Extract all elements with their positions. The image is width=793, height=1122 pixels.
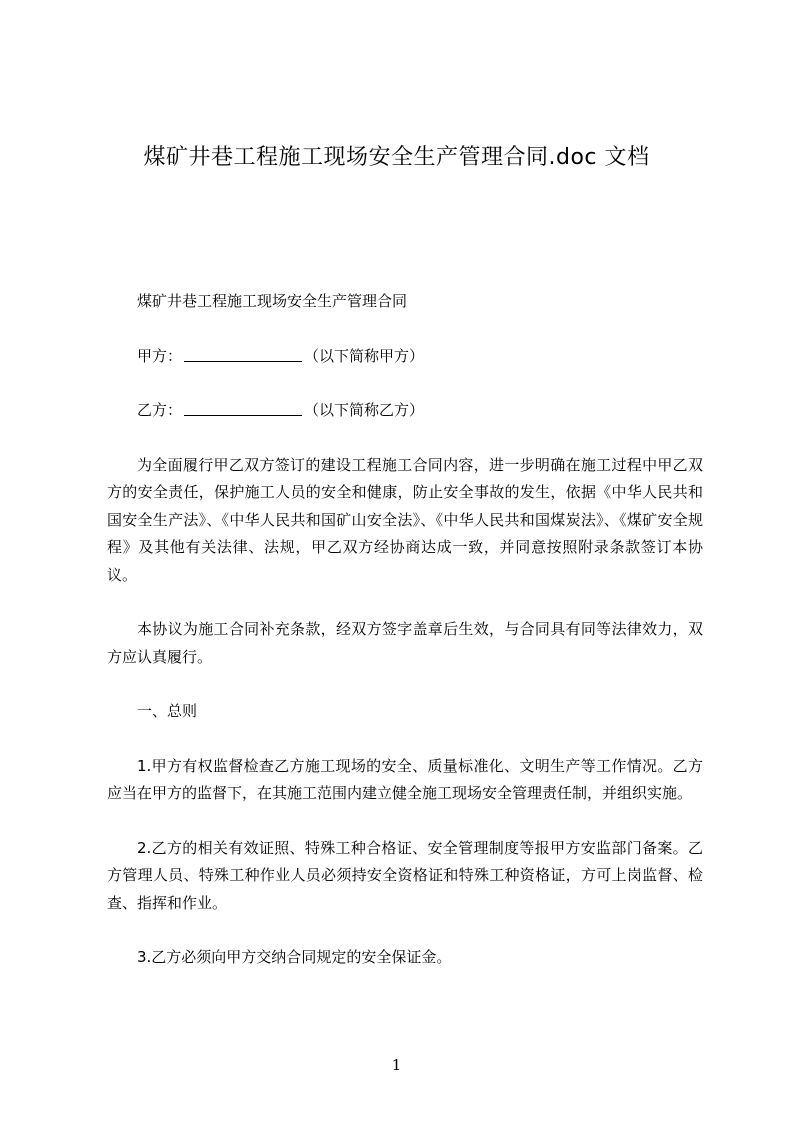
party-b-suffix: （以下简称乙方） xyxy=(304,401,425,419)
supplement-paragraph: 本协议为施工合同补充条款，经双方签字盖章后生效，与合同具有同等法律效力，双方应认真履行。 xyxy=(107,620,703,666)
clause-3: 3.乙方必须向甲方交纳合同规定的安全保证金。 xyxy=(137,948,452,966)
party-b-label: 乙方： xyxy=(137,401,183,419)
document-title: 煤矿井巷工程施工现场安全生产管理合同.doc 文档 xyxy=(143,145,650,170)
clause-2: 2.乙方的相关有效证照、特殊工种合格证、安全管理制度等报甲方安监部门备案。乙方管理人员、特殊工种作业人员必须持安全资格证和特殊工种资格证，方可上岗监督、检查、指挥和作业。 xyxy=(107,838,703,912)
page-number: 1 xyxy=(391,1056,402,1074)
party-a-line xyxy=(107,343,703,371)
party-a-suffix: （以下简称甲方） xyxy=(304,346,425,365)
party-a-label: 甲方： xyxy=(137,346,183,365)
clause-1: 1.甲方有权监督检查乙方施工现场的安全、质量标准化、文明生产等工作情况。乙方应当在甲方的监督下，在其施工范围内建立健全施工现场安全管理责任制，并组织实施。 xyxy=(107,756,703,802)
party-a-blank xyxy=(184,347,302,362)
intro-paragraph: 为全面履行甲乙双方签订的建设工程施工合同内容，进一步明确在施工过程中甲乙双方的安全责任，保护施工人员的安全和健康，防止安全事故的发生，依据《中华人民共和国安全生产法》、《中华人民共和国矿山安全法》、《中华人民共和国煤炭法》、《煤矿安全规程》及其他有关法律、法规，甲乙双方经协商达成一致，并同意按照附录条款签订本协议。 xyxy=(107,455,703,584)
party-b-line xyxy=(107,397,703,425)
party-b-blank xyxy=(184,401,302,416)
section-heading-general: 一、总则 xyxy=(137,702,198,720)
contract-heading: 煤矿井巷工程施工现场安全生产管理合同 xyxy=(137,292,408,310)
document-body xyxy=(107,288,703,972)
